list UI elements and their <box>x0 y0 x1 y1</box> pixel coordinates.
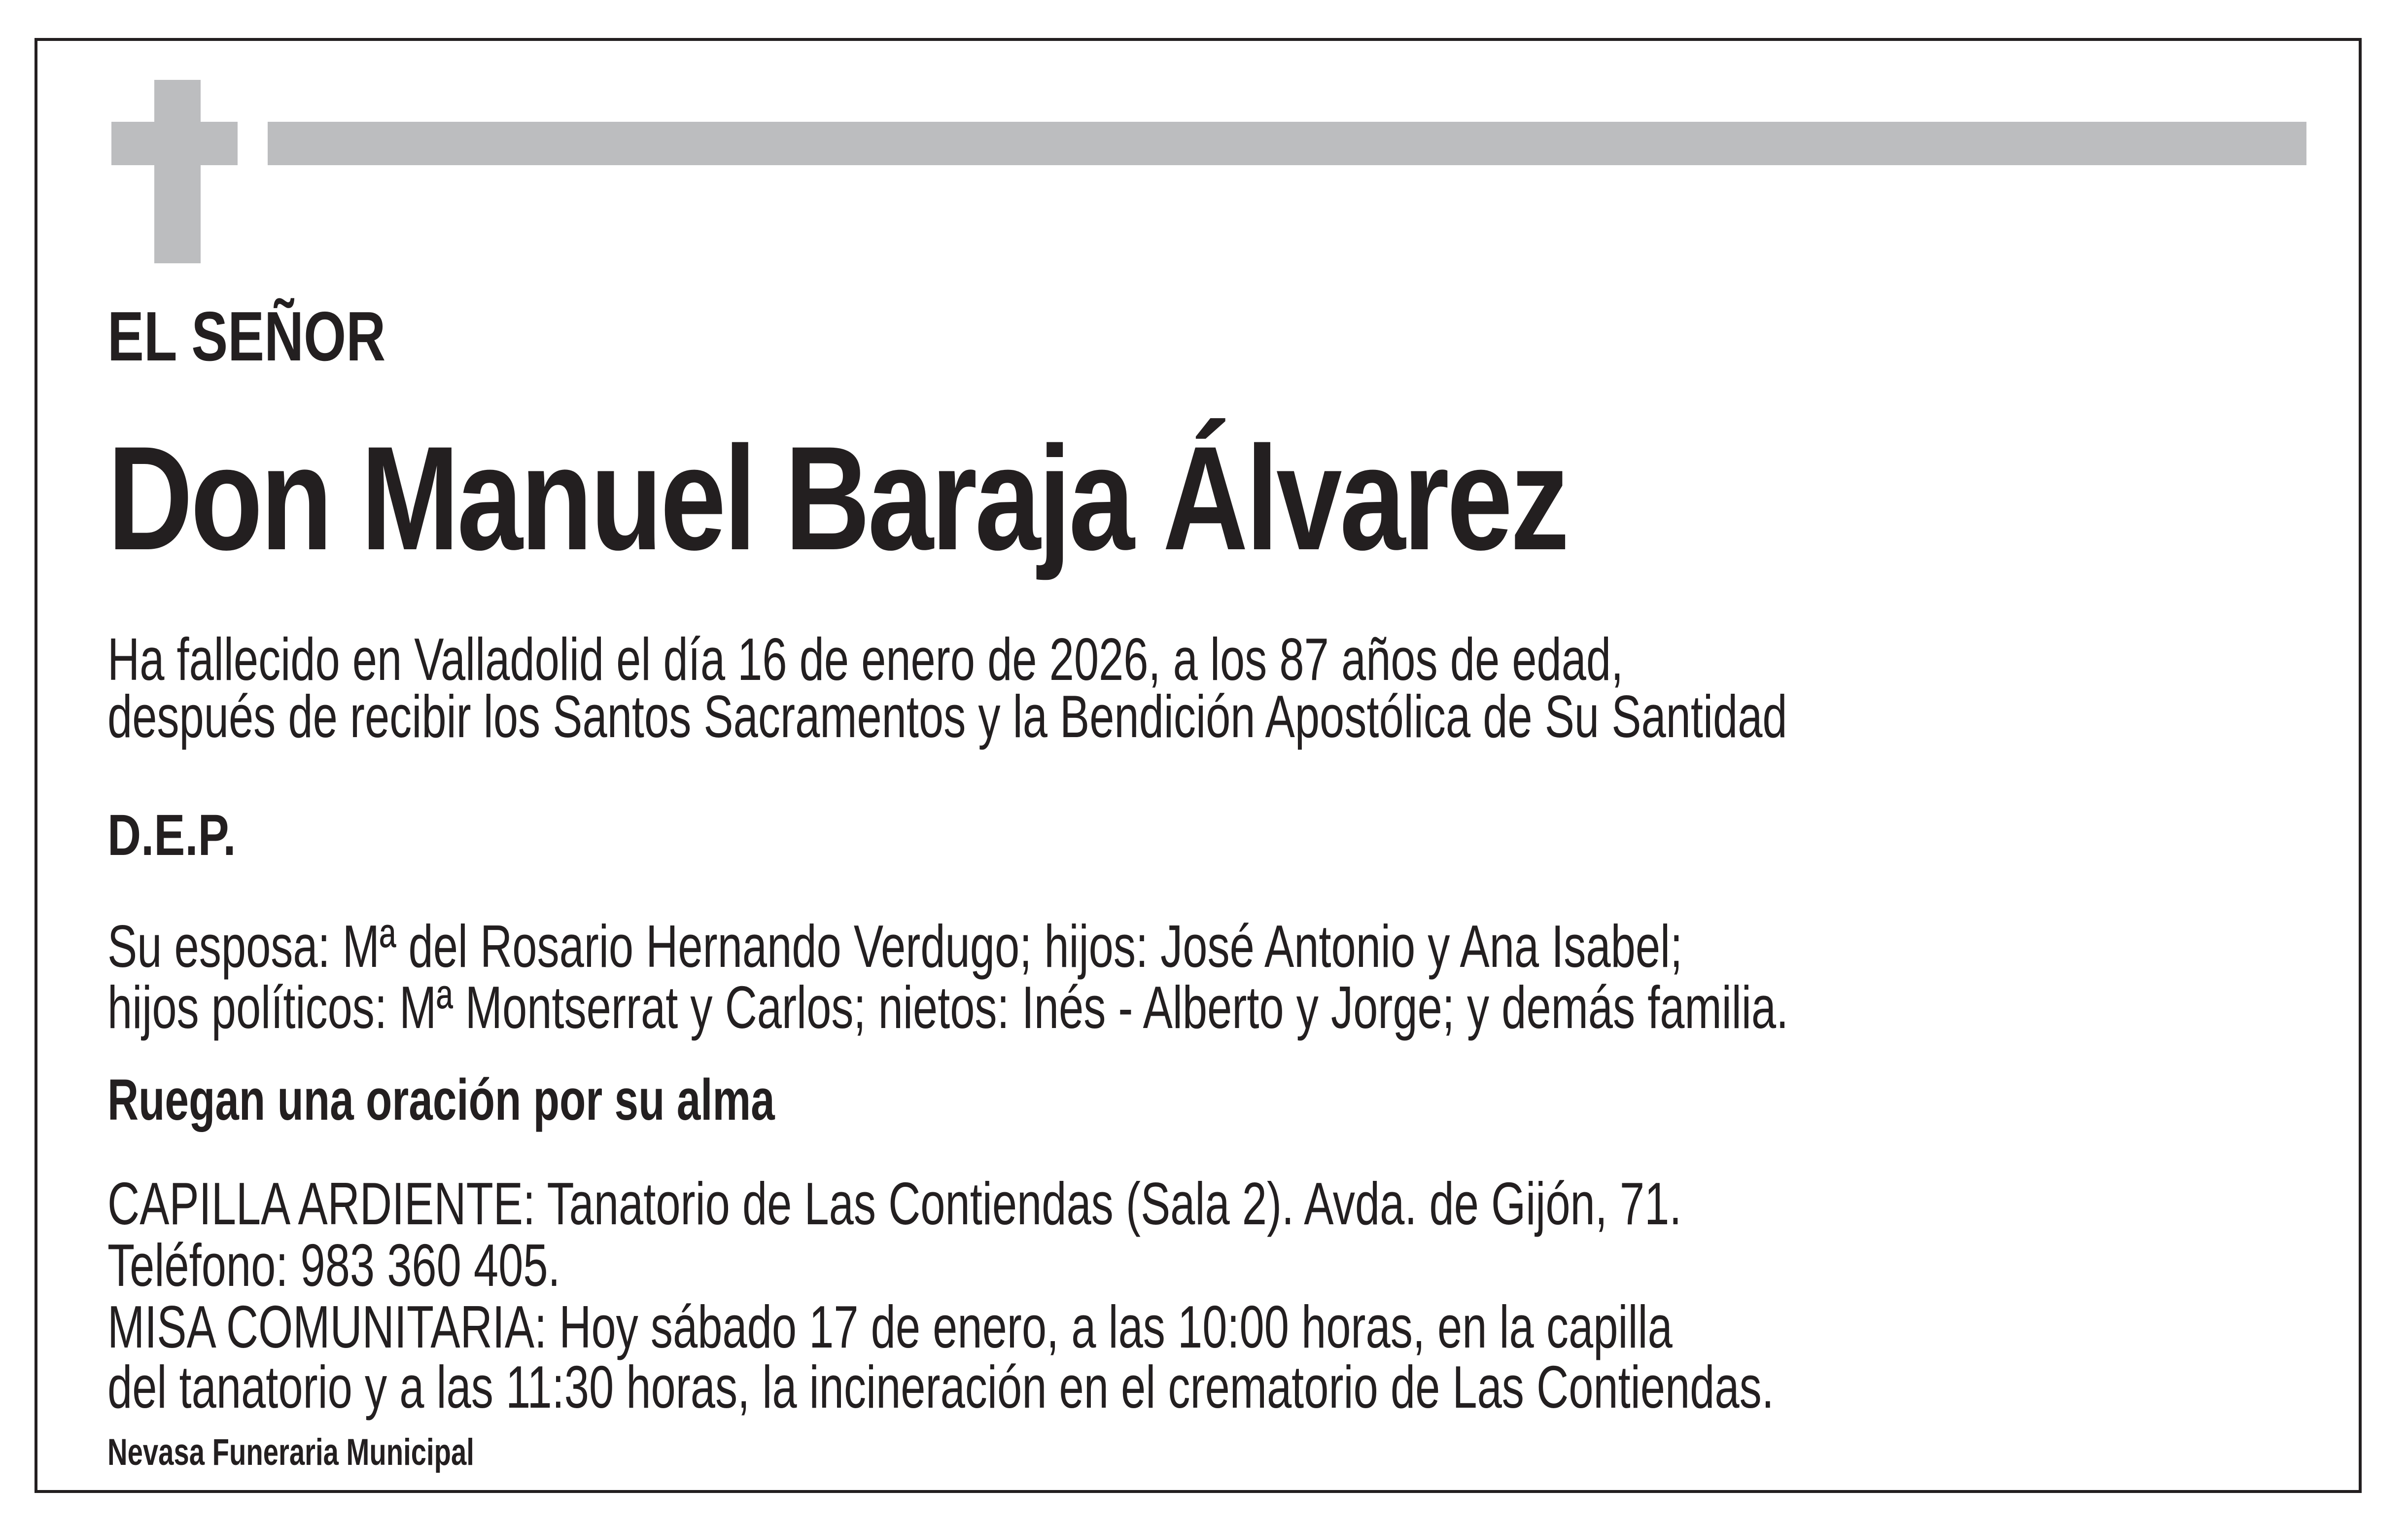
death-announcement-line: después de recibir los Santos Sacramentos y la Bendición Apostólica de Su Santidad <box>107 683 1787 750</box>
salutation: EL SEÑOR <box>107 297 386 376</box>
rip-label: D.E.P. <box>107 803 236 868</box>
prayer-request: Ruegan una oración por su alma <box>107 1067 775 1133</box>
family-line: Su esposa: Mª del Rosario Hernando Verdugo; hijos: José Antonio y Ana Isabel; <box>107 913 1683 980</box>
header-rule-bar <box>268 122 2306 165</box>
service-line: MISA COMUNITARIA: Hoy sábado 17 de enero, a las 10:00 horas, en la capilla <box>107 1293 1673 1360</box>
service-line: del tanatorio y a las 11:30 horas, la incineración en el crematorio de Las Contiendas. <box>107 1353 1774 1420</box>
death-announcement-line: Ha fallecido en Valladolid el día 16 de enero de 2026, a los 87 años de edad, <box>107 626 1624 693</box>
cross-icon <box>154 80 201 263</box>
service-line: Teléfono: 983 360 405. <box>107 1232 560 1299</box>
family-line: hijos políticos: Mª Montserrat y Carlos; nietos: Inés - Alberto y Jorge; y demás familia. <box>107 974 1789 1041</box>
service-line: CAPILLA ARDIENTE: Tanatorio de Las Contiendas (Sala 2). Avda. de Gijón, 71. <box>107 1170 1682 1237</box>
cross-icon-arm <box>111 122 238 165</box>
deceased-name: Don Manuel Baraja Álvarez <box>107 415 1567 581</box>
funeral-home-credit: Nevasa Funeraria Municipal <box>107 1431 474 1473</box>
